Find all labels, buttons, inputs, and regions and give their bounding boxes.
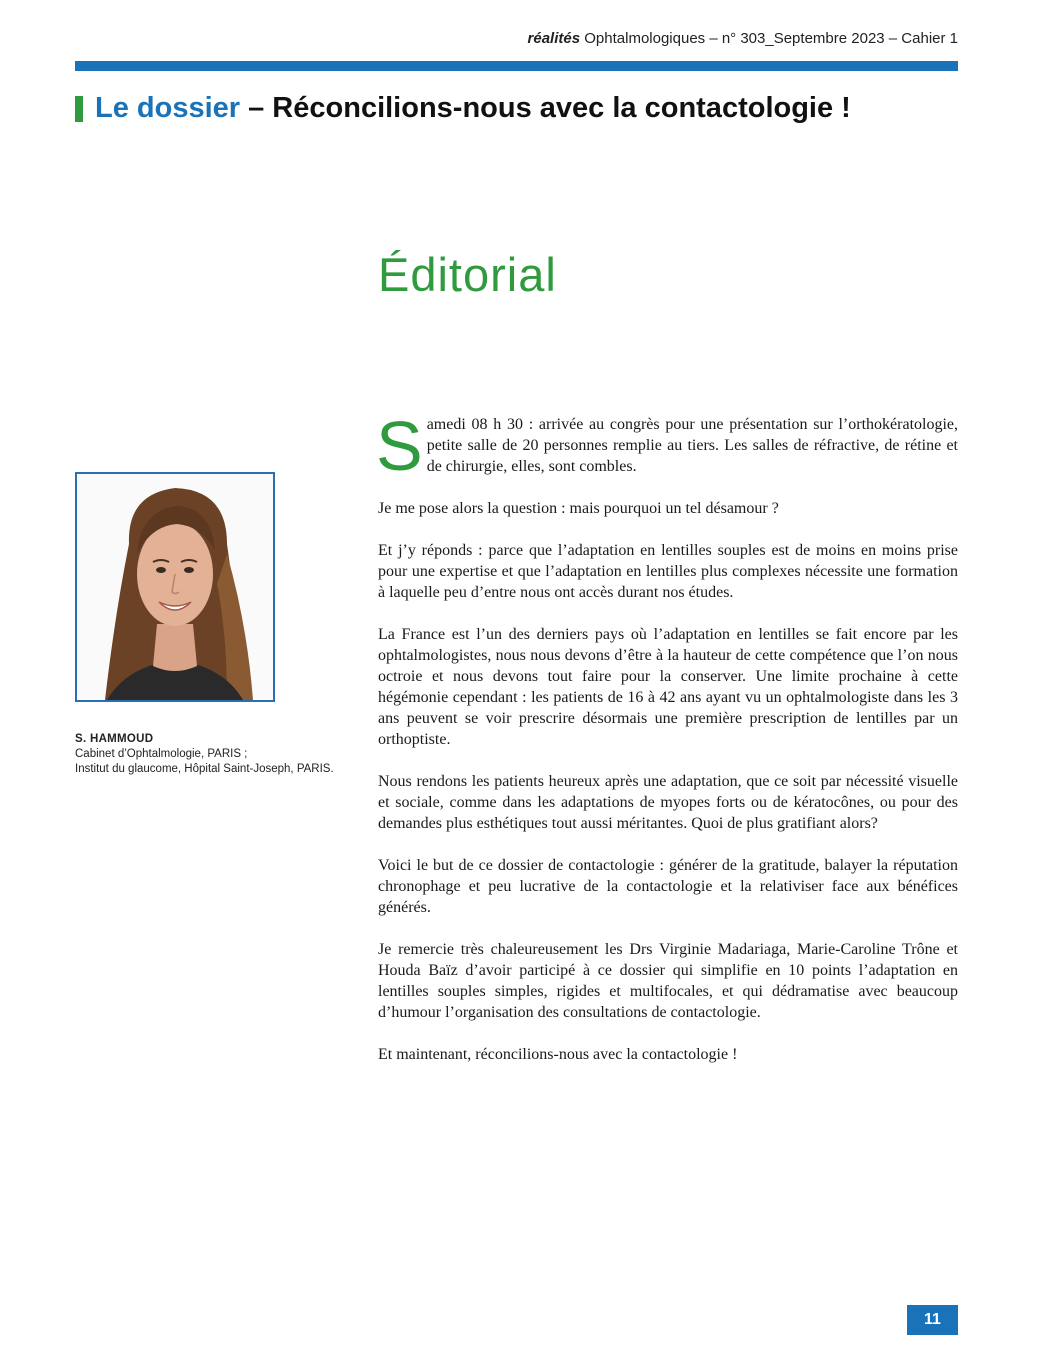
article-paragraph: Voici le but de ce dossier de contactologie : générer de la gratitude, balayer la réputation chronophage et peu lucrative de la contactologie et la relativiser face aux bénéfices générés. <box>378 857 958 916</box>
author-affiliation: Institut du glaucome, Hôpital Saint-Joseph, PARIS. <box>75 763 334 775</box>
green-bar-icon <box>75 96 83 122</box>
journal-brand: réalités <box>527 30 581 47</box>
article-paragraph: Je me pose alors la question : mais pourquoi un tel désamour ? <box>378 500 779 517</box>
dossier-kicker: Le dossier <box>95 92 241 124</box>
article-paragraph: Nous rendons les patients heureux après une adaptation, que ce soit par nécessité visuelle et sociale, comme dans les adaptations de myopes forts ou de kératocônes, ou pour des demandes plus esthétiques tout aussi méritantes. Quoi de plus gratifiant alors? <box>378 773 958 832</box>
page-number: 11 <box>907 1305 958 1335</box>
article-paragraph: Je remercie très chaleureusement les Drs Virginie Madariaga, Marie-Caroline Trône et Houda Baïz d’avoir participé à ce dossier qui simplifie en 10 points l’adaptation en lentilles souples simples, rigides et multifocales, et qui dédramatise avec beaucoup d’humour l’organisation des consultations de contactologie. <box>378 941 958 1021</box>
article-paragraph: La France est l’un des derniers pays où l’adaptation en lentilles se fait encore par les ophtalmologistes, nous nous devons d’être à la hauteur de cette compétence que l’on nous octroie et nous devons tout faire pour la conserver. Une limite prochaine à cette hégémonie cependant : les patients de 16 à 42 ans ayant vu un ophtalmologiste dans les 3 ans peuvent se voir prescrire désormais une première prescription de lentilles par un orthoptiste. <box>378 626 958 748</box>
journal-issue: Ophtalmologiques – n° 303_Septembre 2023 – Cahier 1 <box>584 30 958 47</box>
author-affiliation: Cabinet d’Ophtalmologie, PARIS ; <box>75 748 248 760</box>
dossier-title <box>75 92 851 125</box>
author-photo <box>75 472 275 702</box>
header-rule <box>75 61 958 71</box>
author-block <box>75 732 334 777</box>
article-paragraph: Et maintenant, réconcilions-nous avec la contactologie ! <box>378 1046 738 1063</box>
section-heading: Éditorial <box>378 248 557 301</box>
article-paragraph: Samedi 08 h 30 : arrivée au congrès pour une présentation sur l’orthokératologie, petite salle de 20 personnes remplie au tiers. Les salles de réfractive, de rétine et de chirurgie, elles, sont combles. <box>376 407 958 485</box>
running-header <box>528 30 958 47</box>
article-body <box>376 407 958 1086</box>
article-paragraph: Et j’y réponds : parce que l’adaptation en lentilles souples est de moins en moins prise pour une expertise et que l’adaptation en lentilles plus complexes nécessite une formation à laquelle peu d’entre nous ont accès durant nos études. <box>378 542 958 601</box>
dossier-heading: – Réconcilions-nous avec la contactologie ! <box>248 92 851 124</box>
drop-cap: S <box>376 407 423 485</box>
author-name: S. HAMMOUD <box>75 733 154 745</box>
